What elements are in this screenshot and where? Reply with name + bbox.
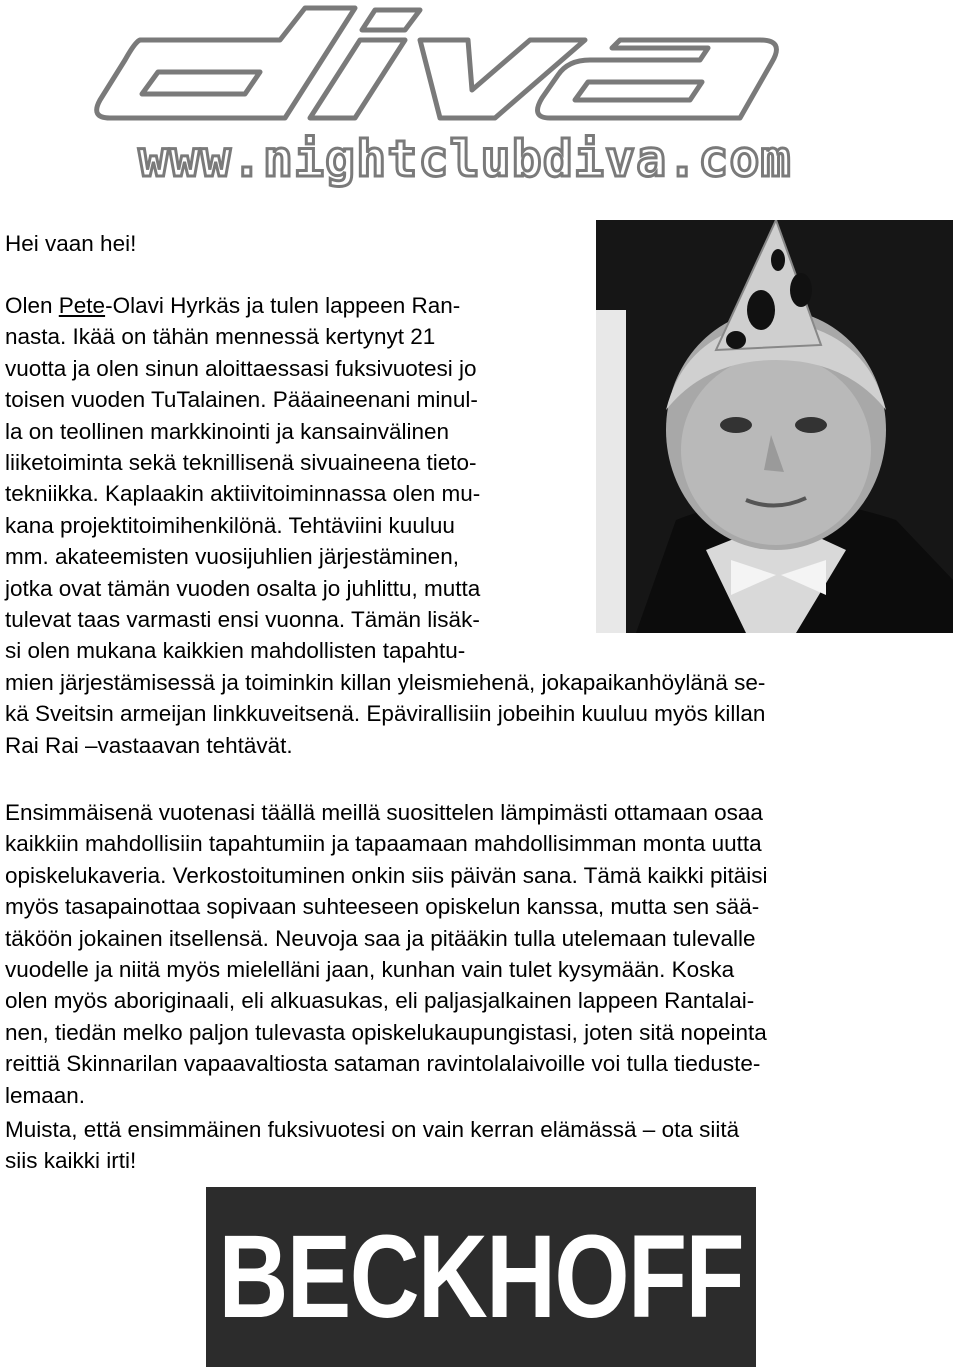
intro-line: Rai Rai –vastaavan tehtävät. [5,732,293,758]
advice-line: kaikkiin mahdollisiin tapahtumiin ja tapaamaan mahdollisimman monta uutta [5,831,762,857]
advice-paragraph [5,797,955,1111]
greeting: Hei vaan hei! [5,231,137,256]
diva-logo [80,0,850,190]
advice-line: lemaan. [5,1082,86,1108]
advice-line: vuodelle ja niitä myös mielelläni jaan, kunhan vain tulet kysymään. Koska [5,957,735,983]
intro-line: kana projektitoimihenkilönä. Tehtäviini kuuluu [5,512,455,538]
intro-line: mm. akateemisten vuosijuhlien järjestäminen, [5,544,459,570]
intro-line: la on teollinen markkinointi ja kansainvälinen [5,418,450,444]
intro-line: kä Sveitsin armeijan linkkuveitsenä. Epävirallisiin jobeihin kuuluu myös killan [5,701,766,727]
intro-line: nasta. Ikää on tähän mennessä kertynyt 21 [5,324,436,350]
closing-line: siis kaikki irti! [5,1148,137,1174]
advice-line: reittiä Skinnarilan vapaavaltiosta sataman ravintolalaivoille voi tulla tieduste- [5,1051,761,1077]
intro-line: -Olavi Hyrkäs ja tulen lappeen Ran- [105,293,461,318]
advice-line: täköön jokainen itsellensä. Neuvoja saa ja pitääkin tulla utelemaan tulevalle [5,925,756,951]
advice-line: nen, tiedän melko paljon tulevasta opiskelukaupungistasi, joten sitä nopeinta [5,1019,767,1045]
intro-line: vuotta ja olen sinun aloittaessasi fuksivuotesi jo [5,355,477,381]
intro-paragraph [5,290,955,761]
intro-line: tekniikka. Kaplaakin aktiivitoiminnassa olen mu- [5,481,481,507]
intro-line: mien järjestämisessä ja toiminkin killan yleismiehenä, jokapaikanhöylänä se- [5,669,766,695]
beckhoff-wordmark: BECKHOFF [218,1211,744,1343]
intro-prefix: Olen [5,293,59,318]
beckhoff-logo [206,1187,756,1367]
intro-line: liiketoiminta sekä teknillisenä sivuaineena tieto- [5,450,477,476]
intro-narrow-block [5,290,595,667]
diva-logo-url: www.nightclubdiva.com [138,130,792,188]
intro-line: toisen vuoden TuTalainen. Pääaineenani minul- [5,387,478,413]
advice-line: olen myös aboriginaali, eli alkuasukas, eli paljasjalkainen lappeen Rantalai- [5,988,755,1014]
intro-line: si olen mukana kaikkien mahdollisten tapahtu- [5,638,466,664]
pete-link[interactable]: Pete [58,293,106,318]
advice-line: myös tasapainottaa sopivaan suhteeseen opiskelun kanssa, mutta sen sää- [5,894,760,920]
closing-line: Muista, että ensimmäinen fuksivuotesi on vain kerran elämässä – ota siitä [5,1117,740,1142]
advice-line: Ensimmäisenä vuotenasi täällä meillä suosittelen lämpimästi ottamaan osaa [5,800,763,825]
advice-line: opiskelukaveria. Verkostoituminen onkin siis päivän sana. Tämä kaikki pitäisi [5,862,768,888]
intro-line: tulevat taas varmasti ensi vuonna. Tämän lisäk- [5,607,480,633]
closing-paragraph [5,1114,955,1177]
intro-line: jotka ovat tämän vuoden osalta jo juhlittu, mutta [5,575,481,601]
